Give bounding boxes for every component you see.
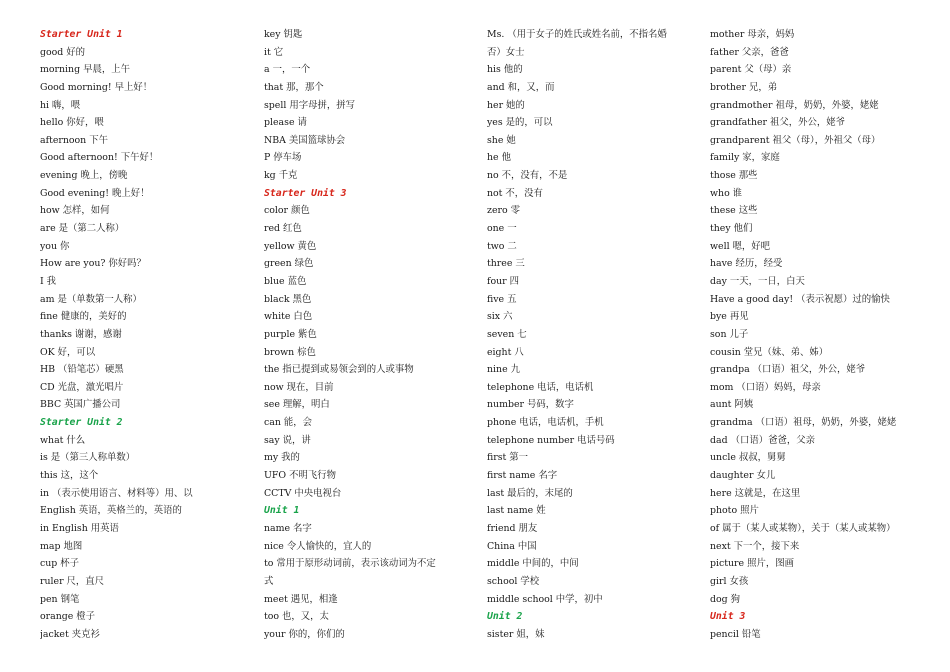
vocab-entry: uncle 叔叔，舅舅 <box>710 452 786 464</box>
vocab-entry: those 那些 <box>710 170 758 182</box>
vocab-entry: meet 遇见，相逢 <box>264 593 338 605</box>
vocab-entry: you 你 <box>40 240 70 252</box>
vocab-entry: ruler 尺，直尺 <box>40 575 105 587</box>
vocab-entry: am 是（单数第一人称） <box>40 293 142 305</box>
vocab-column-4 <box>710 26 915 643</box>
vocab-entry: how 怎样，如何 <box>40 205 110 217</box>
vocab-entry: afternoon 下午 <box>40 134 108 146</box>
vocab-entry: grandmother 祖母，奶奶，外婆，姥姥 <box>710 99 879 111</box>
vocab-entry: grandpa （口语）祖父，外公，姥爷 <box>710 364 866 376</box>
vocab-entry: daughter 女儿 <box>710 470 776 482</box>
vocab-entry: fine 健康的，美好的 <box>40 311 127 323</box>
vocab-entry: four 四 <box>487 275 519 287</box>
vocab-entry: is 是（第三人称单数） <box>40 452 136 464</box>
vocab-entry: OK 好，可以 <box>40 346 96 358</box>
vocab-entry: blue 蓝色 <box>264 275 307 287</box>
vocab-entry: here 这就是，在这里 <box>710 487 801 499</box>
vocab-entry: morning 早晨，上午 <box>40 64 130 76</box>
vocab-entry: name 名字 <box>264 522 312 534</box>
vocab-entry: his 他的 <box>487 64 523 76</box>
vocab-entry: not 不，没有 <box>487 187 543 199</box>
vocab-entry: thanks 谢谢，感谢 <box>40 328 122 340</box>
vocab-entry: middle school 中学，初中 <box>487 593 603 605</box>
vocab-entry: mom （口语）妈妈，母亲 <box>710 381 821 393</box>
vocab-entry: zero 零 <box>487 205 520 217</box>
vocab-entry: orange 橙子 <box>40 611 96 623</box>
vocab-entry: map 地图 <box>40 540 83 552</box>
vocab-entry: father 父亲，爸爸 <box>710 46 789 58</box>
vocab-entry: yellow 黄色 <box>264 240 317 252</box>
unit-heading: Starter Unit 2 <box>40 417 123 429</box>
vocab-entry: spell 用字母拼，拼写 <box>264 99 355 111</box>
vocab-entry: she 她 <box>487 134 516 146</box>
vocab-entry: have 经历，经受 <box>710 258 783 270</box>
vocab-entry: red 红色 <box>264 223 302 235</box>
vocab-entry: three 三 <box>487 258 525 270</box>
vocab-entry: HB （铅笔芯）硬黑 <box>40 364 124 376</box>
vocab-entry: eight 八 <box>487 346 524 358</box>
vocab-entry: are 是（第二人称） <box>40 223 125 235</box>
vocab-entry: color 颜色 <box>264 205 310 217</box>
vocab-entry: cup 杯子 <box>40 558 80 570</box>
vocab-entry: jacket 夹克衫 <box>40 628 100 640</box>
vocab-entry: of 属于（某人或某物），关于（某人或某物） <box>710 522 896 534</box>
vocab-entry: this 这，这个 <box>40 470 99 482</box>
vocab-entry: two 二 <box>487 240 517 252</box>
vocab-entry: dad （口语）爸爸，父亲 <box>710 434 815 446</box>
unit-heading: Unit 1 <box>264 505 300 517</box>
vocab-entry: no 不，没有，不是 <box>487 170 568 182</box>
vocab-entry: 否）女士 <box>487 46 525 58</box>
vocab-entry: hi 嗨，喂 <box>40 99 81 111</box>
vocab-entry: in English 用英语 <box>40 522 119 534</box>
vocab-entry: cousin 堂兄（妹、弟、姊） <box>710 346 829 358</box>
vocab-entry: friend 朋友 <box>487 522 538 534</box>
vocab-entry: pencil 铅笔 <box>710 628 761 640</box>
unit-heading: Starter Unit 3 <box>264 187 347 199</box>
vocab-entry: Good evening! 晚上好！ <box>40 187 150 199</box>
vocab-entry: mother 母亲，妈妈 <box>710 29 795 40</box>
vocab-entry: what 什么 <box>40 434 86 446</box>
vocab-entry: last name 姓 <box>487 505 546 517</box>
vocab-entry: China 中国 <box>487 540 537 552</box>
vocab-entry: seven 七 <box>487 328 527 340</box>
vocab-entry: a 一，一个 <box>264 64 311 76</box>
vocab-entry: UFO 不明飞行物 <box>264 470 336 482</box>
vocab-entry: green 绿色 <box>264 258 314 270</box>
vocab-entry: first name 名字 <box>487 470 558 482</box>
vocab-entry: my 我的 <box>264 452 300 464</box>
vocab-entry: now 现在，目前 <box>264 381 334 393</box>
vocab-entry: CCTV 中央电视台 <box>264 487 342 499</box>
vocab-entry: family 家，家庭 <box>710 152 780 164</box>
vocab-entry: too 也，又，太 <box>264 611 329 623</box>
vocab-entry: I 我 <box>40 275 57 287</box>
vocab-entry: next 下一个，接下来 <box>710 540 800 552</box>
vocab-entry: to 常用于原形动词前，表示该动词为不定 <box>264 558 436 570</box>
vocab-entry: 式 <box>264 575 274 587</box>
vocab-entry: good 好的 <box>40 46 86 58</box>
vocab-entry: nice 令人愉快的，宜人的 <box>264 540 372 552</box>
vocab-entry: school 学校 <box>487 575 540 587</box>
vocab-entry: kg 千克 <box>264 170 298 182</box>
vocab-entry: please 请 <box>264 117 307 129</box>
vocab-entry: key 钥匙 <box>264 29 303 40</box>
vocab-entry: it 它 <box>264 46 284 58</box>
vocab-entry: day 一天，一日，白天 <box>710 275 805 287</box>
vocab-entry: son 儿子 <box>710 328 749 340</box>
vocab-entry: girl 女孩 <box>710 575 749 587</box>
vocab-entry: hello 你好，喂 <box>40 117 104 129</box>
vocab-entry: well 嗯，好吧 <box>710 240 771 252</box>
vocab-entry: in （表示使用语言、材料等）用、以 <box>40 487 193 499</box>
vocab-entry: purple 紫色 <box>264 328 317 340</box>
vocab-entry: can 能，会 <box>264 417 312 429</box>
vocab-entry: these 这些 <box>710 205 758 217</box>
vocab-entry: phone 电话，电话机，手机 <box>487 417 604 429</box>
unit-heading: Starter Unit 1 <box>40 29 123 40</box>
vocab-entry: Good afternoon! 下午好！ <box>40 152 159 164</box>
vocab-entry: English 英语，英格兰的，英语的 <box>40 505 182 517</box>
vocab-entry: CD 光盘，激光唱片 <box>40 381 124 393</box>
vocab-entry: bye 再见 <box>710 311 749 323</box>
vocab-entry: nine 九 <box>487 364 520 376</box>
vocab-entry: telephone 电话，电话机 <box>487 381 594 393</box>
vocab-entry: pen 钢笔 <box>40 593 80 605</box>
vocab-entry: P 停车场 <box>264 152 302 164</box>
vocab-column-2 <box>264 26 476 643</box>
vocab-column-1 <box>40 26 252 643</box>
vocab-column-3 <box>487 26 692 643</box>
vocab-entry: telephone number 电话号码 <box>487 434 615 446</box>
vocab-entry: aunt 阿姨 <box>710 399 754 411</box>
vocab-entry: five 五 <box>487 293 517 305</box>
vocab-entry: one 一 <box>487 223 517 235</box>
vocab-entry: parent 父（母）亲 <box>710 64 792 76</box>
vocab-entry: picture 照片，图画 <box>710 558 794 570</box>
vocab-entry: sister 姐，妹 <box>487 628 545 640</box>
vocab-entry: grandfather 祖父，外公，姥爷 <box>710 117 845 129</box>
vocab-entry: How are you? 你好吗？ <box>40 258 146 270</box>
vocab-entry: her 她的 <box>487 99 525 111</box>
vocab-entry: he 他 <box>487 152 511 164</box>
vocab-entry: the 指已提到或易领会到的人或事物 <box>264 364 414 376</box>
vocab-entry: dog 狗 <box>710 593 741 605</box>
vocab-entry: your 你的，你们的 <box>264 628 345 640</box>
vocab-entry: photo 照片 <box>710 505 759 517</box>
vocab-entry: and 和，又，而 <box>487 81 555 93</box>
unit-heading: Unit 2 <box>487 611 523 623</box>
vocab-entry: who 谁 <box>710 187 743 199</box>
vocab-entry: white 白色 <box>264 311 313 323</box>
vocab-entry: brown 棕色 <box>264 346 316 358</box>
vocab-entry: they 他们 <box>710 223 753 235</box>
vocab-entry: last 最后的，末尾的 <box>487 487 573 499</box>
vocab-entry: six 六 <box>487 311 513 323</box>
vocab-entry: Have a good day! （表示祝愿）过的愉快 <box>710 293 890 305</box>
vocab-entry: number 号码，数字 <box>487 399 574 411</box>
vocab-entry: say 说，讲 <box>264 434 311 446</box>
vocab-entry: brother 兄，弟 <box>710 81 778 93</box>
vocab-entry: Good morning! 早上好！ <box>40 81 153 93</box>
vocab-entry: NBA 美国篮球协会 <box>264 134 346 146</box>
vocab-entry: evening 晚上，傍晚 <box>40 170 128 182</box>
vocab-entry: grandparent 祖父（母），外祖父（母） <box>710 134 881 146</box>
vocab-entry: black 黑色 <box>264 293 312 305</box>
vocab-entry: BBC 英国广播公司 <box>40 399 121 411</box>
vocab-entry: first 第一 <box>487 452 529 464</box>
vocab-entry: grandma （口语）祖母，奶奶，外婆，姥姥 <box>710 417 897 429</box>
vocab-entry: middle 中间的，中间 <box>487 558 579 570</box>
vocab-entry: yes 是的，可以 <box>487 117 553 129</box>
vocab-entry: Ms. （用于女子的姓氏或姓名前，不指名婚 <box>487 29 667 40</box>
vocab-entry: that 那，那个 <box>264 81 324 93</box>
vocab-entry: see 理解，明白 <box>264 399 330 411</box>
unit-heading: Unit 3 <box>710 611 746 623</box>
